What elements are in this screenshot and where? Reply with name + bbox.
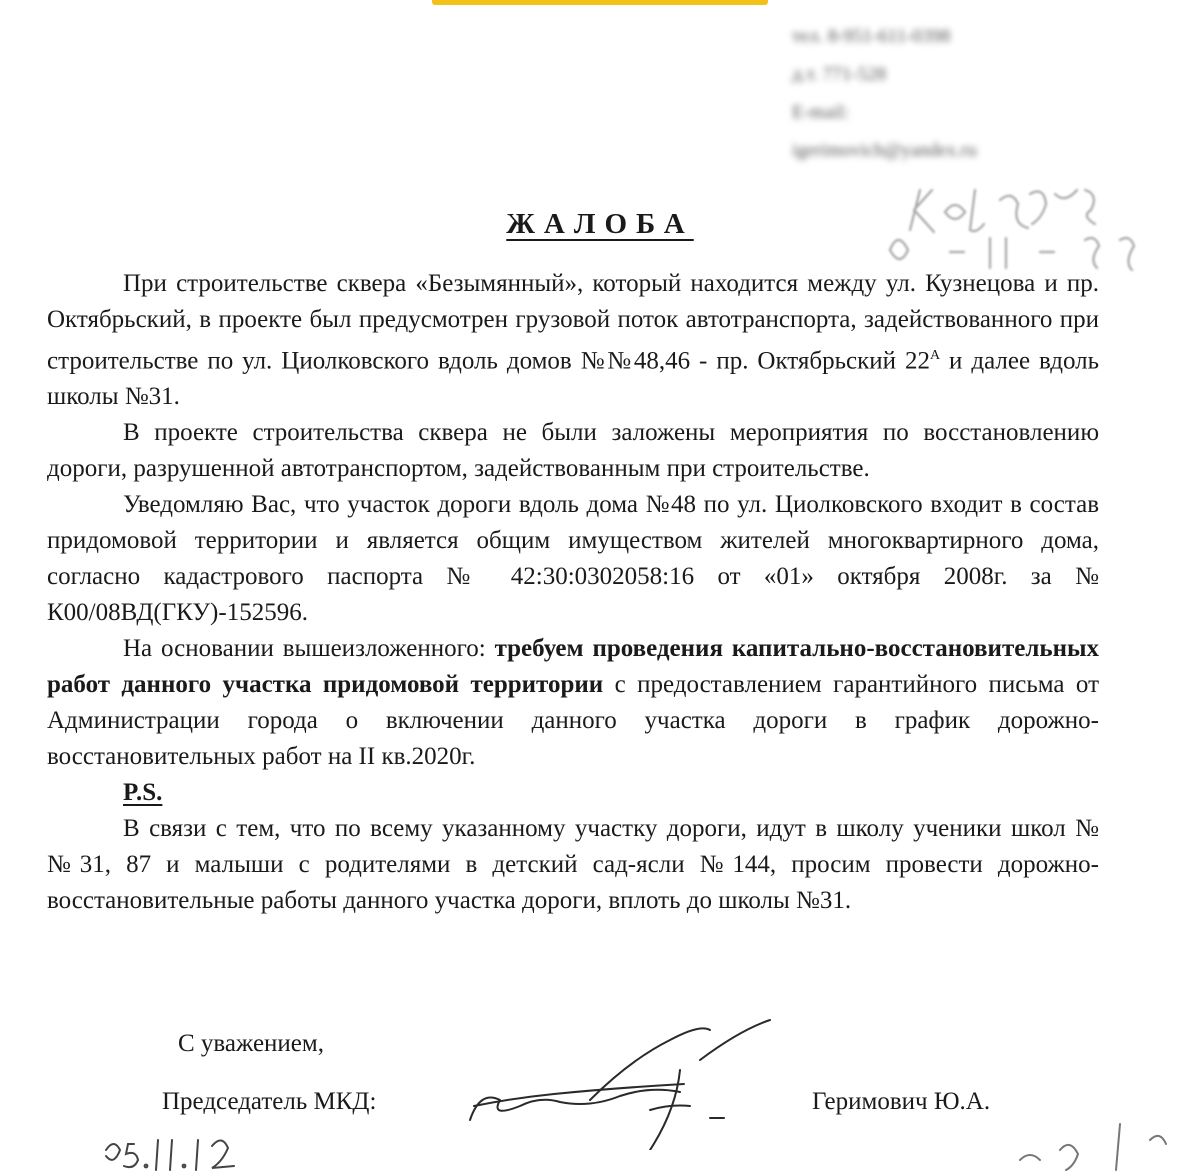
signatory-role: Председатель МКД:	[162, 1088, 377, 1115]
handwritten-date	[100, 1128, 260, 1174]
handwritten-signature	[440, 1010, 800, 1150]
sender-contact-block	[792, 18, 1092, 170]
closing-phrase: С уважением,	[178, 1030, 324, 1057]
paragraph-3: Уведомляю Вас, что участок дороги вдоль дома №48 по ул. Циолковского входит в состав придомовой территории и является общим имуществом жителей многоквартирного дома, согласно кадастрового паспорта № 42:30:0302058:16 от «01» октября 2008г. за № К00/08ВД(ГКУ)-152596.	[47, 491, 1099, 627]
sender-email-label: E-mail:	[792, 102, 849, 123]
demand-text: требуем проведения капитально-восстановительных работ данного участка придомовой территории	[47, 635, 1099, 699]
handwritten-corner-mark	[1000, 1120, 1200, 1174]
sender-phone: тел. 8-951-611-0398	[792, 26, 951, 47]
paragraph-1: При строительстве сквера «Безымянный», который находится между ул. Кузнецова и пр. Октябрьский, в проекте был предусмотрен грузовой поток автотранспорта, задействованного при строительстве по ул. Циолковского вдоль домов №№48,46 - пр. Октябрьский $22^А$ и далее вдоль школы №31.	[47, 270, 1099, 411]
document-title: ЖАЛОБА	[506, 208, 694, 240]
complaint-body	[47, 266, 1099, 919]
ps-label: P.S.	[123, 779, 163, 807]
sender-email: igerimovich@yandex.ru	[792, 140, 977, 161]
sender-home-phone: д.т. 771-528	[792, 64, 887, 85]
ps-text: В связи с тем, что по всему указанному участку дороги, идут в школу ученики школ №№31, 87 и малыши с родителями в детский сад-ясли №144, просим провести дорожно-восстановительные работы данного участка дороги, вплоть до школы №31.	[47, 815, 1099, 915]
signatory-name: Геримович Ю.А.	[812, 1088, 991, 1115]
top-accent-bar	[432, 0, 768, 5]
paragraph-2: В проекте строительства сквера не были заложены мероприятия по восстановлению дороги, разрушенной автотранспортом, задействованным при строительстве.	[47, 419, 1099, 483]
paragraph-4: На основании вышеизложенного: требуем проведения капитально-восстановительных работ данного участка придомовой территории с предоставлением гарантийного письма от Администрации города о включении данного участка дороги в график дорожно-восстановительных работ на II кв.2020г.	[47, 635, 1099, 771]
